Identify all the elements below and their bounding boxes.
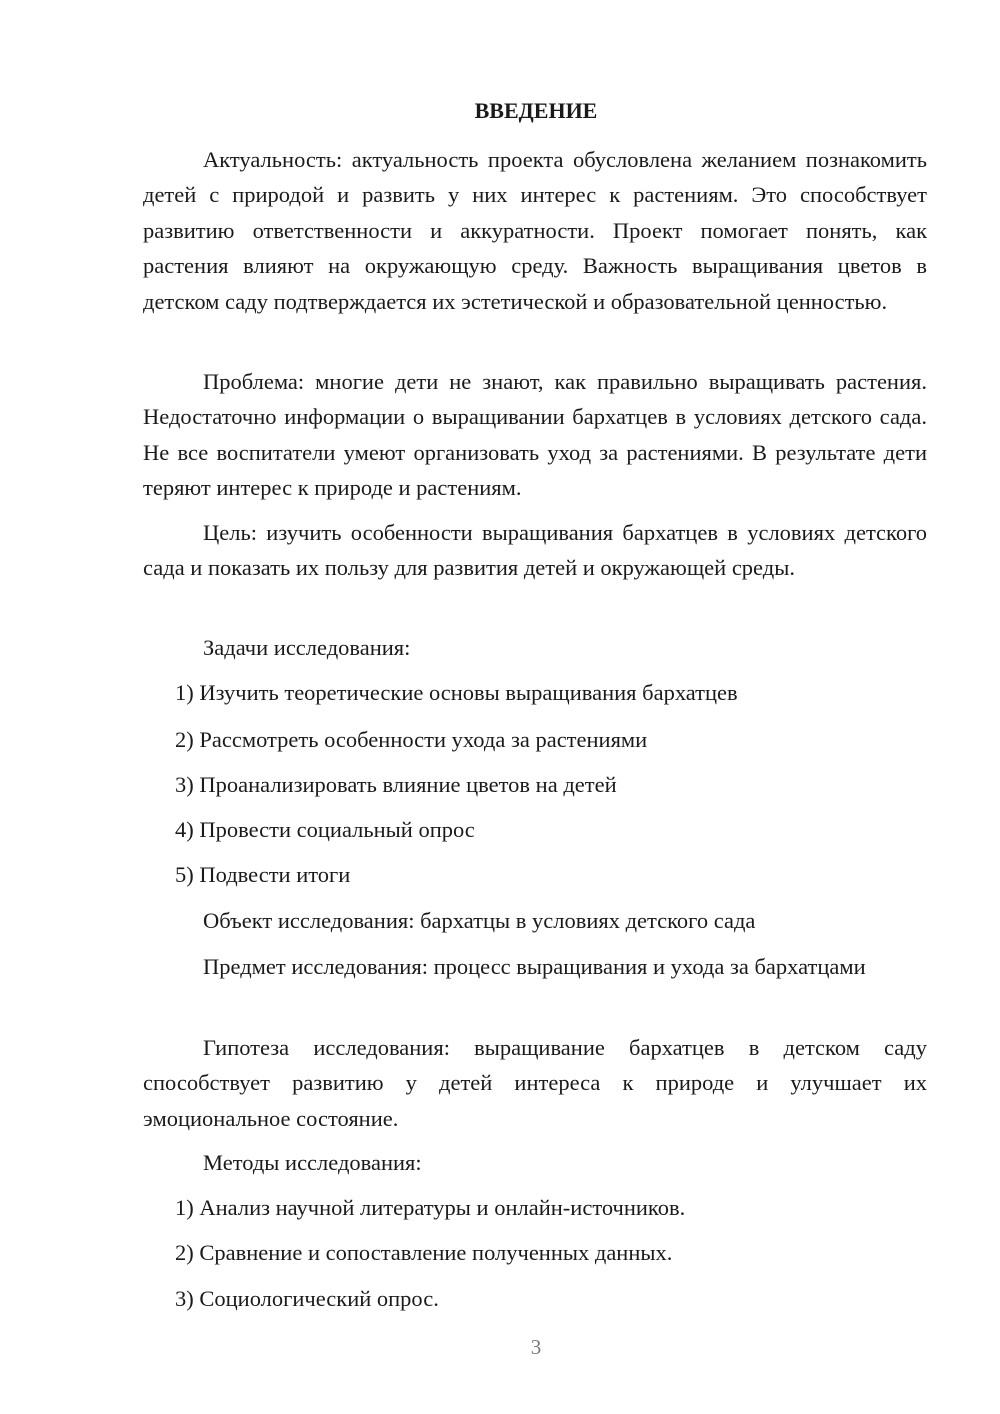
task-item-1: 1) Изучить теоретические основы выращивания бархатцев bbox=[175, 680, 738, 705]
method-item-3: 3) Социологический опрос. bbox=[175, 1286, 439, 1311]
goal-paragraph: Цель: изучить особенности выращивания бархатцев в условиях детского сада и показать их пользу для развития детей и окружающей среды. bbox=[143, 520, 927, 581]
task-item-5: 5) Подвести итоги bbox=[175, 862, 351, 887]
method-item-2: 2) Сравнение и сопоставление полученных данных. bbox=[175, 1240, 673, 1265]
subject-paragraph: Предмет исследования: процесс выращивания и ухода за бархатцами bbox=[203, 954, 866, 979]
hypothesis-paragraph: Гипотеза исследования: выращивание бархатцев в детском саду способствует развитию у детей интереса к природе и улучшает их эмоциональное состояние. bbox=[143, 1035, 927, 1131]
task-item-2: 2) Рассмотреть особенности ухода за растениями bbox=[175, 727, 648, 752]
methods-heading: Методы исследования: bbox=[203, 1150, 422, 1175]
method-item-1: 1) Анализ научной литературы и онлайн-источников. bbox=[175, 1195, 686, 1220]
object-line: Объект исследования: бархатцы в условиях детского сада bbox=[203, 908, 756, 933]
page-title: ВВЕДЕНИЕ bbox=[474, 98, 598, 123]
problem-paragraph: Проблема: многие дети не знают, как правильно выращивать растения. Недостаточно информации о выращивании бархатцев в условиях детского сада. Не все воспитатели умеют организовать уход за растениями. В результате дети теряют интерес к природе и растениям. bbox=[143, 369, 927, 501]
page-number: 3 bbox=[530, 1335, 542, 1359]
relevance-paragraph: Актуальность: актуальность проекта обусловлена желанием познакомить детей с природой и развить у них интерес к растениям. Это способствует развитию ответственности и аккуратности. Проект помогает понять, как растения влияют на окружающую среду. Важность выращивания цветов в детском саду подтверждается их эстетической и образовательной ценностью. bbox=[143, 147, 927, 314]
tasks-heading: Задачи исследования: bbox=[203, 635, 411, 660]
task-item-3: 3) Проанализировать влияние цветов на детей bbox=[175, 772, 617, 797]
task-item-4: 4) Провести социальный опрос bbox=[175, 817, 475, 842]
